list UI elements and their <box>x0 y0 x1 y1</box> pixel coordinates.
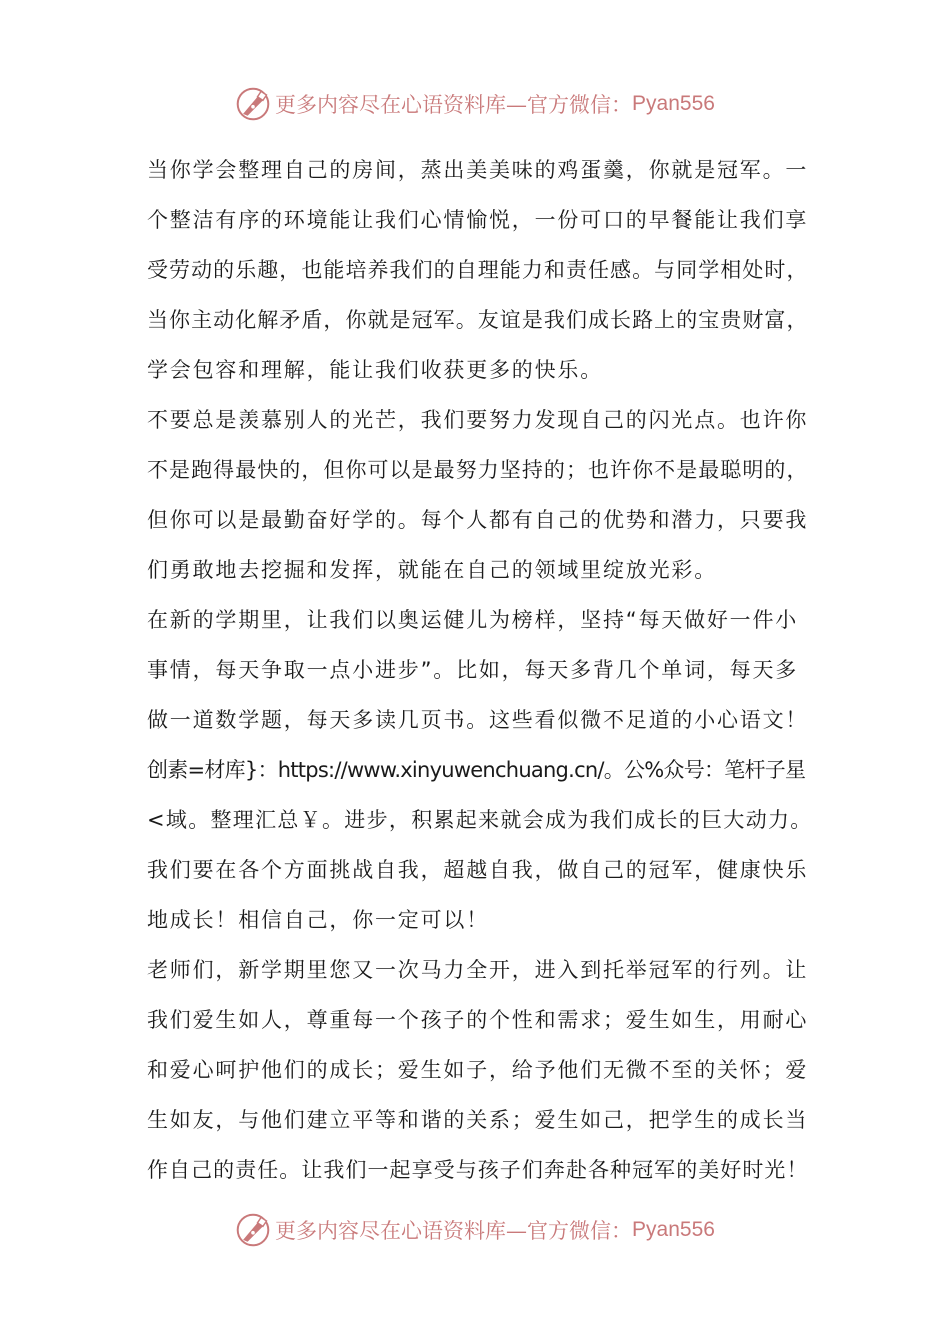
text-line: 地成长！相信自己，你一定可以！ <box>147 908 489 932</box>
header-wechat-id: Pyan556 <box>632 92 715 115</box>
footer-wechat-id: Pyan556 <box>632 1218 715 1241</box>
text-line: 老师们，新学期里您又一次马力全开，进入到托举冠军的行列。让 <box>147 958 809 982</box>
footer-banner-text: 更多内容尽在心语资料库—官方微信： <box>275 1219 633 1243</box>
text-line: 不是跑得最快的，但你可以是最努力坚持的；也许你不是最聪明的， <box>147 458 809 482</box>
text-line: 在新的学期里，让我们以奥运健儿为榜样，坚持“每天做好一件小 <box>147 608 799 632</box>
text-line: 不要总是羡慕别人的光芒，我们要努力发现自己的闪光点。也许你 <box>147 408 809 432</box>
text-line: 和爱心呵护他们的成长；爱生如子，给予他们无微不至的关怀；爱 <box>147 1058 809 1082</box>
text-line: 当你学会整理自己的房间，蒸出美美味的鸡蛋羹，你就是冠军。一 <box>147 158 809 182</box>
text-line: 生如友，与他们建立平等和谐的关系；爱生如己，把学生的成长当 <box>147 1108 809 1132</box>
text-line: 我们要在各个方面挑战自我，超越自我，做自己的冠军，健康快乐 <box>147 858 809 882</box>
text-line: 我们爱生如人，尊重每一个孩子的个性和需求；爱生如生，用耐心 <box>147 1008 809 1032</box>
footer-banner <box>0 1208 950 1252</box>
pen-nib-logo-icon <box>235 86 271 122</box>
text-line: 学会包容和理解，能让我们收获更多的快乐。 <box>147 358 603 382</box>
text-line: 当你主动化解矛盾，你就是冠军。友谊是我们成长路上的宝贵财富， <box>147 308 809 332</box>
text-line: 但你可以是最勤奋好学的。每个人都有自己的优势和潜力，只要我 <box>147 508 809 532</box>
text-line: 们勇敢地去挖掘和发挥，就能在自己的领域里绽放光彩。 <box>147 558 717 582</box>
text-line: 作自己的责任。让我们一起享受与孩子们奔赴各种冠军的美好时光！ <box>147 1158 809 1182</box>
text-line: 个整洁有序的环境能让我们心情愉悦，一份可口的早餐能让我们享 <box>147 208 809 232</box>
header-banner <box>0 82 950 126</box>
pen-nib-logo-icon <box>235 1212 271 1248</box>
text-line: 做一道数学题，每天多读几页书。这些看似微不足道的小心语文！ <box>147 708 809 732</box>
text-line-with-url: 创素=材库}：https://www.xinyuwenchuang.cn/。公%众号：笔杆子星 <box>147 758 806 782</box>
text-line: 事情，每天争取一点小进步”。比如，每天多背几个单词，每天多 <box>147 658 799 682</box>
text-line: 受劳动的乐趣，也能培养我们的自理能力和责任感。与同学相处时， <box>147 258 809 282</box>
text-line: <域。整理汇总￥。进步，积累起来就会成为我们成长的巨大动力。 <box>147 808 813 832</box>
header-banner-text: 更多内容尽在心语资料库—官方微信： <box>275 93 633 117</box>
document-body <box>147 145 815 1195</box>
